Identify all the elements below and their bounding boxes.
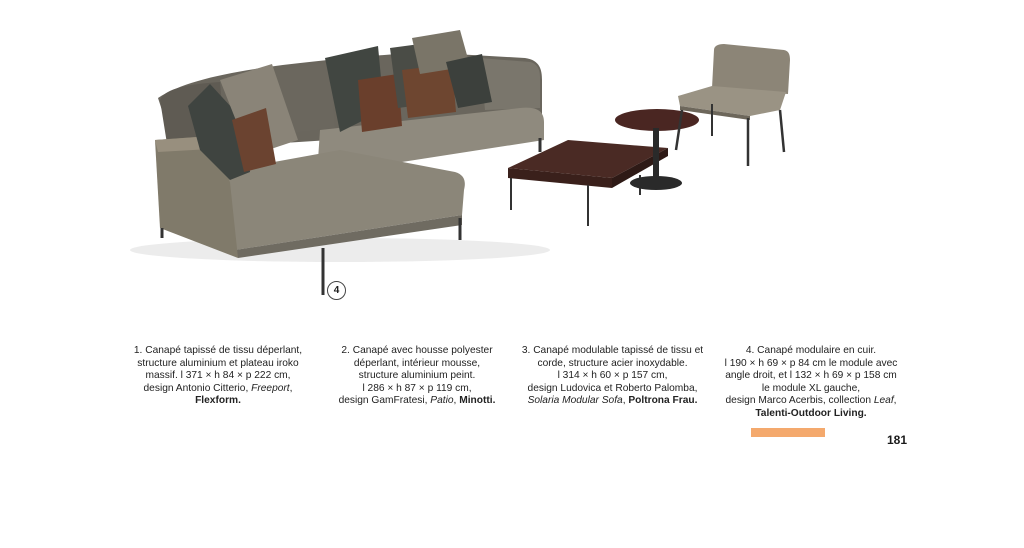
caption-3: 3. Canapé modulable tapissé de tissu et corde, structure acier inoxydable. l 314 × h 60 × p 157 cm, design Ludovica et Roberto Palomba, Solaria Modular Sofa, Poltrona Frau.	[521, 345, 704, 407]
collection-name: Leaf	[873, 395, 894, 407]
caption-1: 1. Canapé tapissé de tissu déperlant, structure aluminium et plateau iroko massif. l 371 × h 84 × p 222 cm, design Antonio Citterio, Freeport, Flexform.	[133, 345, 303, 407]
brand-name: Talenti-Outdoor Living.	[755, 407, 867, 419]
brand-name: Poltrona Frau.	[628, 395, 698, 407]
text-highlight-marker	[751, 428, 825, 437]
side-table-top	[615, 109, 699, 131]
page-number: 181	[887, 433, 908, 447]
caption-2: 2. Canapé avec housse polyester déperlant, intérieur mousse, structure aluminium peint. l 286 × h 87 × p 119 cm, design GamFratesi, Patio, Minotti.	[338, 345, 496, 407]
caption-4: 4. Canapé modulaire en cuir. l 190 × h 69 × p 84 cm le module avec angle droit, et l 132 × h 69 × p 158 cm le module XL gauche, design Marco Acerbis, collection Leaf, Talenti-Outdoor Living.	[724, 345, 898, 419]
brand-name: Flexform.	[195, 395, 241, 407]
brand-name: Minotti.	[459, 395, 496, 407]
collection-name: Solaria Modular Sofa	[527, 395, 623, 407]
item-number-badge: 4	[327, 281, 346, 300]
chair-back	[712, 44, 790, 94]
collection-name: Patio	[430, 395, 454, 407]
collection-name: Freeport	[251, 382, 290, 394]
